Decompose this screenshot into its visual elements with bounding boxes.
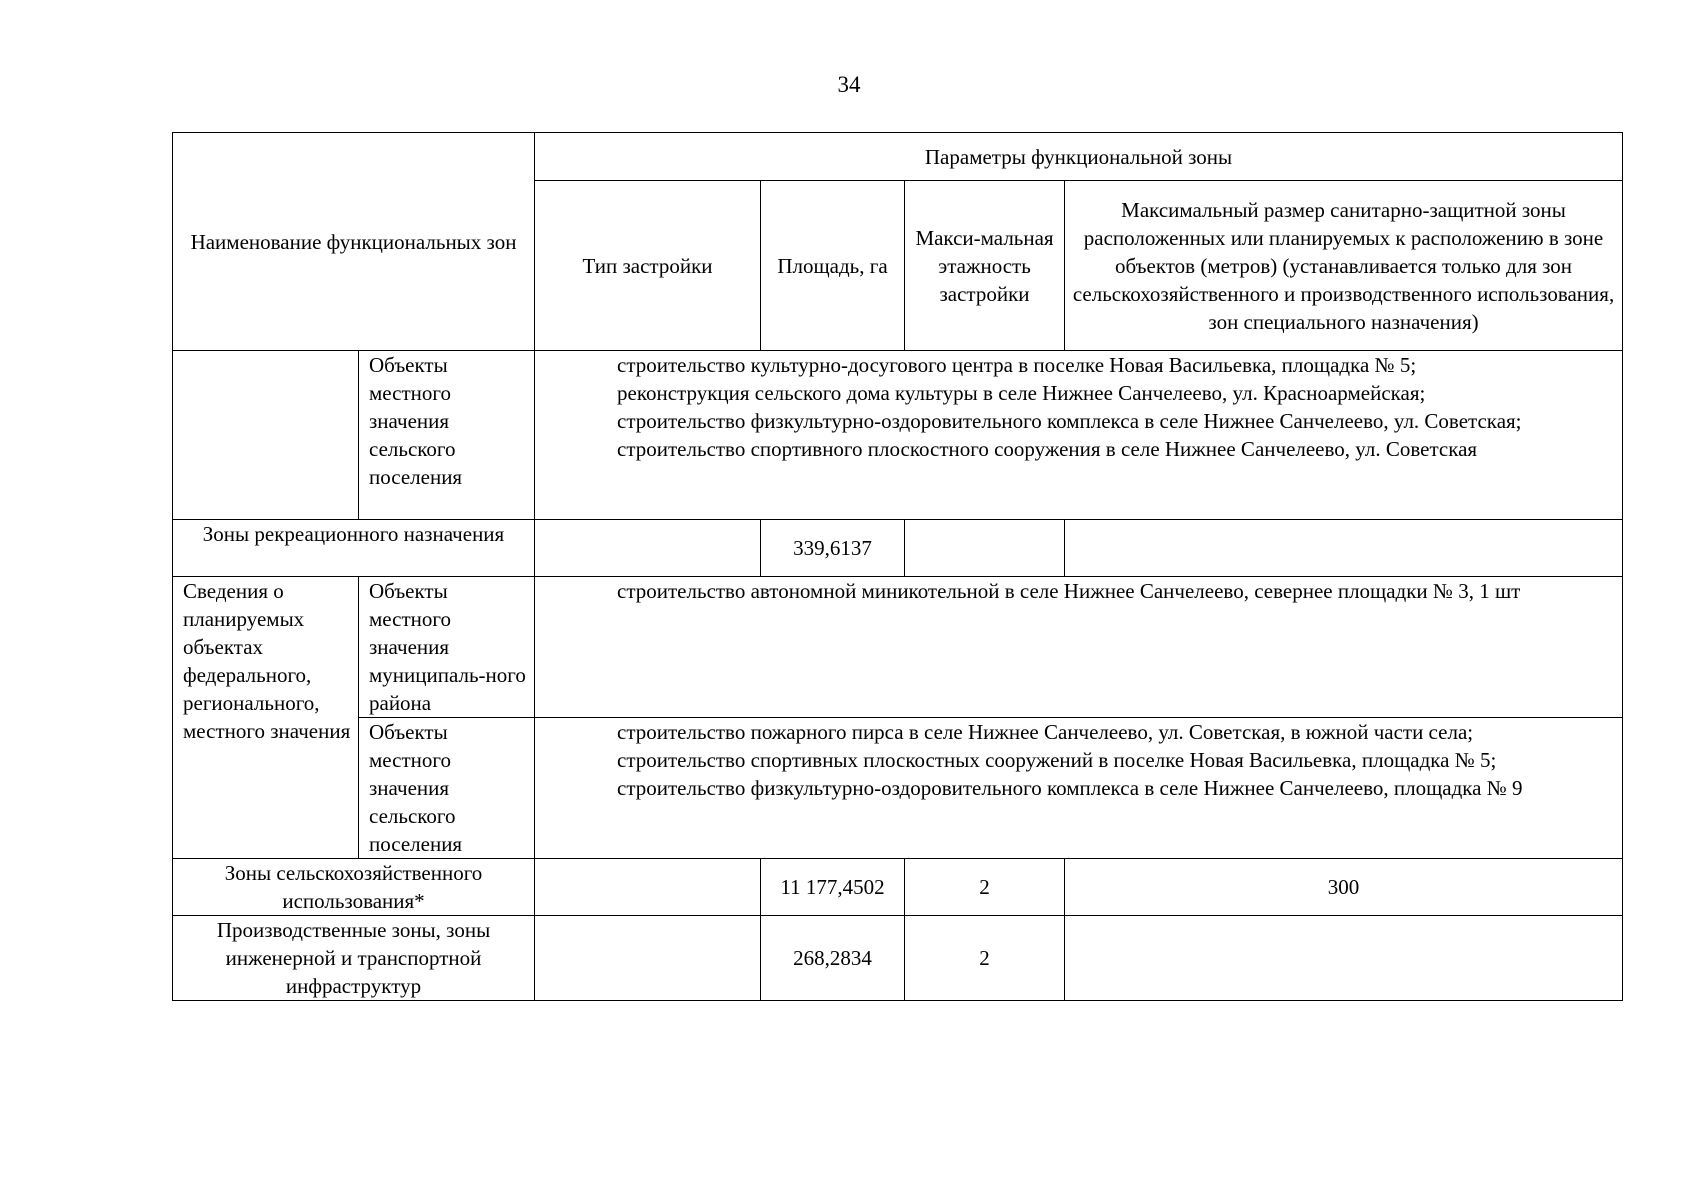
zone-name-industrial: Производственные зоны, зоны инженерной и транспортной инфраструктур: [173, 916, 535, 1001]
empty-cell: [173, 351, 359, 520]
table-row: [173, 859, 1623, 916]
functional-zones-table: [172, 132, 1623, 1001]
area-cell: 339,6137: [761, 520, 905, 577]
subcategory-cell: Объекты местного значения сельского поселения: [359, 718, 535, 859]
object-item: строительство автономной миникотельной в селе Нижнее Санчелеево, севернее площадки № 3, 1 шт: [617, 579, 1521, 603]
sanitary-cell: [1065, 916, 1623, 1001]
objects-list: [535, 577, 1623, 718]
subcategory-cell: Объекты местного значения муниципаль-ного района: [359, 577, 535, 718]
table-row: [173, 520, 1623, 577]
floors-cell: [905, 520, 1065, 577]
header-zone-name: Наименование функциональных зон: [173, 133, 535, 351]
object-item: строительство спортивного плоскостного сооружения в селе Нижнее Санчелеево, ул. Советская: [617, 437, 1478, 461]
header-area: Площадь, га: [761, 181, 905, 351]
table-row: [173, 916, 1623, 1001]
build-type-cell: [535, 916, 761, 1001]
objects-list: [535, 718, 1623, 859]
object-item: строительство пожарного пирса в селе Нижнее Санчелеево, ул. Советская, в южной части села;: [617, 720, 1474, 744]
build-type-cell: [535, 520, 761, 577]
table-row: [173, 351, 1623, 520]
category-cell: Сведения о планируемых объектах федерального, регионального, местного значения: [173, 577, 359, 859]
sanitary-cell: 300: [1065, 859, 1623, 916]
header-sanitary-zone: Максимальный размер санитарно-защитной зоны расположенных или планируемых к расположению в зоне объектов (метров) (устанавливается только для зон сельскохозяйственного и производственного использования, зон специального назначения): [1065, 181, 1623, 351]
object-item: строительство физкультурно-оздоровительного комплекса в селе Нижнее Санчелеево, ул. Советская;: [617, 409, 1522, 433]
area-cell: 11 177,4502: [761, 859, 905, 916]
header-row-1: [173, 133, 1623, 181]
objects-list: [535, 351, 1623, 520]
floors-cell: 2: [905, 859, 1065, 916]
area-cell: 268,2834: [761, 916, 905, 1001]
header-build-type: Тип застройки: [535, 181, 761, 351]
table-row: [173, 577, 1623, 718]
header-max-floors: Макси-мальная этажность застройки: [905, 181, 1065, 351]
zone-name-agricultural: Зоны сельскохозяйственного использования*: [173, 859, 535, 916]
object-item: строительство культурно-досугового центра в поселке Новая Васильевка, площадка № 5;: [617, 353, 1417, 377]
object-item: строительство спортивных плоскостных сооружений в поселке Новая Васильевка, площадка № 5;: [617, 748, 1497, 772]
build-type-cell: [535, 859, 761, 916]
object-item: реконструкция сельского дома культуры в селе Нижнее Санчелеево, ул. Красноармейская;: [617, 381, 1426, 405]
header-params-group: Параметры функциональной зоны: [535, 133, 1623, 181]
page-number: 34: [837, 72, 861, 97]
object-item: строительство физкультурно-оздоровительного комплекса в селе Нижнее Санчелеево, площадка № 9: [617, 776, 1523, 800]
sanitary-cell: [1065, 520, 1623, 577]
floors-cell: 2: [905, 916, 1065, 1001]
table-row: [173, 718, 1623, 859]
zone-name-recreation: Зоны рекреационного назначения: [173, 520, 535, 577]
subcategory-cell: Объекты местного значения сельского поселения: [359, 351, 535, 520]
